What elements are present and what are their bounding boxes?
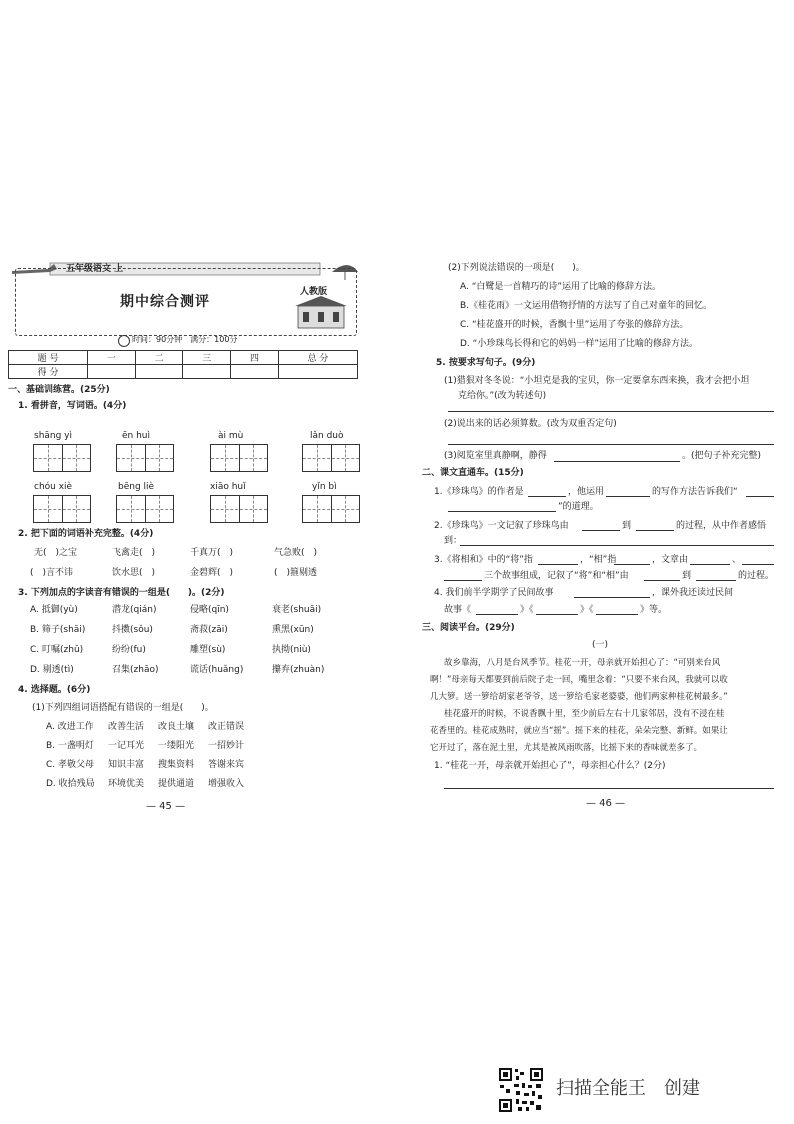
idiom: 无( )之宝 <box>34 548 78 558</box>
c3-text: ，“相”指 <box>580 555 617 565</box>
question-3: 3. 下列加点的字读音有错误的一组是( )。(2分) <box>18 588 225 598</box>
option[interactable]: D. 剔透(tì) <box>30 665 74 675</box>
c3-text: 3.《将相和》中的“将”指 <box>434 555 533 565</box>
c1-text: 的写作方法告诉我们“ <box>652 487 738 497</box>
score-cell: 总 分 <box>278 351 357 365</box>
page-title: 期中综合测评 <box>120 294 210 310</box>
idiom: 气急败( ) <box>274 548 318 558</box>
c2-text: 到 <box>622 521 632 531</box>
c1-text: ，他运用 <box>568 487 605 497</box>
c3-text: 的过程。 <box>738 571 775 581</box>
option[interactable]: C. 叮嘱(zhǔ) <box>30 645 84 655</box>
option[interactable]: A. 抵御(yù) <box>30 605 78 615</box>
q5-3-prefix: (3)阅览室里真静啊，静得 <box>444 451 547 461</box>
answer-line[interactable] <box>554 461 680 462</box>
blank[interactable] <box>614 564 650 565</box>
pinyin: xiāo huǐ <box>210 482 246 492</box>
option: 一招妙计 <box>208 741 245 751</box>
blank[interactable] <box>528 496 566 497</box>
pinyin: ēn huì <box>122 431 151 441</box>
writing-box[interactable] <box>116 495 174 523</box>
q5-3-suffix: 。(把句子补充完整) <box>682 451 762 461</box>
c4-text: 4. 我们前半学期学了民间故事 <box>434 588 554 598</box>
score-input[interactable] <box>88 365 136 379</box>
blank[interactable] <box>448 511 556 512</box>
blank[interactable] <box>574 597 650 598</box>
option: 纷纷(fu) <box>112 645 146 655</box>
option: 斋菽(zāi) <box>190 625 228 635</box>
idiom: 金碧辉( ) <box>190 568 234 578</box>
option: 一记耳光 <box>108 741 145 751</box>
option[interactable]: B.《桂花雨》一文运用借物抒情的方法写了自己对童年的回忆。 <box>460 301 713 311</box>
blank[interactable] <box>746 496 774 497</box>
score-row-values <box>9 365 358 379</box>
option: 抖擞(sǒu) <box>112 625 153 635</box>
option[interactable]: C. 孝敬父母 <box>46 760 95 770</box>
option: 提供通道 <box>158 779 195 789</box>
answer-line[interactable] <box>444 788 774 789</box>
option[interactable]: C. “桂花盛开的时候，香飘十里”运用了夸张的修辞方法。 <box>460 320 689 330</box>
score-cell: 题 号 <box>9 351 88 365</box>
question-4: 4. 选择题。(6分) <box>18 685 91 695</box>
pinyin: chóu xiè <box>34 482 73 492</box>
blank[interactable] <box>690 564 730 565</box>
clock-icon <box>118 335 130 347</box>
writing-box[interactable] <box>210 444 268 472</box>
blank[interactable] <box>696 580 736 581</box>
option[interactable]: B. 一盏明灯 <box>46 741 94 751</box>
blank[interactable] <box>606 496 650 497</box>
writing-box[interactable] <box>210 495 268 523</box>
c4-text: 》等。 <box>640 605 668 615</box>
idiom: ( )言不讳 <box>30 568 74 578</box>
option: 改良土壤 <box>158 722 195 732</box>
option: 一缕阳光 <box>158 741 195 751</box>
blank[interactable] <box>536 614 578 615</box>
grade-label: 五年级语文 上 <box>66 264 124 274</box>
blank[interactable] <box>636 530 674 531</box>
score-row-header <box>9 351 358 365</box>
blank[interactable] <box>538 564 578 565</box>
time-info: 时间：90分钟 满分：100分 <box>132 335 238 344</box>
option: 召集(zhāo) <box>112 665 159 675</box>
c3-text: 到 <box>682 571 692 581</box>
pinyin: bēng liè <box>118 482 155 492</box>
blank[interactable] <box>460 545 774 546</box>
option: 搜集资料 <box>158 760 195 770</box>
option: 雕塑(sù) <box>190 645 226 655</box>
writing-box[interactable] <box>33 495 91 523</box>
c1-text: 1.《珍珠鸟》的作者是 <box>434 487 524 497</box>
section-1-title: 一、基础训练营。(25分) <box>8 385 110 395</box>
writing-box[interactable] <box>33 444 91 472</box>
idiom: ( )箍剔透 <box>274 568 318 578</box>
score-input[interactable] <box>135 365 183 379</box>
edition-label: 人教版 <box>300 287 328 297</box>
c3-text: 三个故事组成，记叙了“将”和“相”由 <box>484 571 629 581</box>
option: 知识丰富 <box>108 760 145 770</box>
writing-box[interactable] <box>302 444 360 472</box>
score-input[interactable] <box>183 365 231 379</box>
score-cell: 得 分 <box>9 365 88 379</box>
blank[interactable] <box>476 614 518 615</box>
c4-text: 故事《 <box>444 605 472 615</box>
blank[interactable] <box>444 580 482 581</box>
reading-question-1: 1. “桂花一开，母亲就开始担心了”，母亲担心什么？(2分) <box>434 761 666 771</box>
option: 改正错误 <box>208 722 245 732</box>
question-4-1: (1)下列四组词语搭配有错误的一组是( )。 <box>32 703 214 713</box>
option[interactable]: A. “白鹭是一首精巧的诗”运用了比喻的修辞方法。 <box>460 282 662 292</box>
answer-line[interactable] <box>448 444 774 445</box>
score-table <box>8 350 358 379</box>
question-2: 2. 把下面的词语补充完整。(4分) <box>18 529 154 539</box>
score-cell: 二 <box>135 351 183 365</box>
writing-box[interactable] <box>116 444 174 472</box>
pinyin: lǎn duò <box>310 431 344 441</box>
score-cell: 三 <box>183 351 231 365</box>
qr-code-icon <box>498 1067 544 1113</box>
scanner-watermark: 扫描全能王 创建 <box>556 1078 700 1099</box>
question-4-2: (2)下列说法错误的一项是( )。 <box>448 263 585 273</box>
c3-text: ，文章由 <box>652 555 689 565</box>
section-3-title: 三、阅读平台。(29分) <box>422 623 515 633</box>
option: 潜龙(qián) <box>112 605 157 615</box>
c3-text: 、 <box>732 555 742 565</box>
c4-text: 》《 <box>580 605 594 615</box>
reading-title: (一) <box>592 640 609 650</box>
option: 改善生活 <box>108 722 145 732</box>
c4-text: ，课外我还读过民间 <box>652 588 734 598</box>
option: 谎话(huǎng) <box>190 665 244 675</box>
c2-text: 的过程，从中作者感悟 <box>676 521 767 531</box>
score-cell: 一 <box>88 351 136 365</box>
writing-box[interactable] <box>302 495 360 523</box>
c2-text: 到： <box>444 536 463 546</box>
reading-text: 它开过了，落在泥土里，尤其是被风雨吹落，比摇下来的香味就差多了。 <box>430 743 703 753</box>
option: 执拗(niù) <box>272 645 311 655</box>
pinyin: ài mù <box>218 431 244 441</box>
idiom: 千真万( ) <box>190 548 234 558</box>
q5-1-line2: 克给你。”(改为转述句) <box>458 391 547 401</box>
page-number-left: — 45 — <box>146 801 186 812</box>
option: 攥弃(zhuàn) <box>272 665 325 675</box>
option: 衰老(shuāi) <box>272 605 322 615</box>
option: 答谢来宾 <box>208 760 245 770</box>
option[interactable]: D. 收拾残局 <box>46 779 95 789</box>
score-cell: 四 <box>231 351 279 365</box>
blank[interactable] <box>644 580 680 581</box>
reading-text: 花香里的。桂花成熟时，就应当“摇”。摇下来的桂花，朵朵完整、新鲜。如果让 <box>430 726 728 736</box>
reading-text: 故乡靠海，八月是台风季节。桂花一开，母亲就开始担心了：“可别来台风 <box>444 658 721 668</box>
question-1: 1. 看拼音，写词语。(4分) <box>18 401 127 411</box>
c4-text: 》《 <box>520 605 534 615</box>
reading-text: 啊！”母亲每天都要到前后院子走一回，嘴里念着：“只要不来台风，我就可以收 <box>430 675 728 685</box>
blank[interactable] <box>582 530 620 531</box>
q5-2: (2)说出来的话必须算数。(改为双重否定句) <box>444 419 617 429</box>
q5-1-line1: (1)猎狠对冬冬说：“小坦克是我的宝贝，你一定要拿东西来换，我才会把小坦 <box>444 376 750 386</box>
idiom: 飞禽走( ) <box>112 548 156 558</box>
option[interactable]: D. “小珍珠鸟长得和它的妈妈一样”运用了比喻的修辞方法。 <box>460 339 698 349</box>
pinyin: shāng yì <box>34 431 73 441</box>
reading-text: 桂花盛开的时候，不说香飘十里，至少前后左右十几家邻居，没有不浸在桂 <box>444 709 725 719</box>
option: 增强收入 <box>208 779 245 789</box>
section-2-title: 二、课文直通车。(15分) <box>422 468 524 478</box>
score-input[interactable] <box>278 365 357 379</box>
blank[interactable] <box>742 564 774 565</box>
blank[interactable] <box>596 614 638 615</box>
score-input[interactable] <box>231 365 279 379</box>
option: 环境优美 <box>108 779 145 789</box>
idiom: 饮水思( ) <box>112 568 156 578</box>
answer-line[interactable] <box>448 411 774 412</box>
reading-text: 几大箩。送一箩给胡家老爷爷，送一箩给毛家老婆婆，他们两家种桂花树最多。” <box>430 692 728 702</box>
question-5: 5. 按要求写句子。(9分) <box>436 358 536 368</box>
pinyin: yǐn bì <box>312 482 337 492</box>
c1-text: ”的道理。 <box>558 502 599 512</box>
option[interactable]: B. 筛子(shāi) <box>30 625 86 635</box>
option[interactable]: A. 改进工作 <box>46 722 94 732</box>
page-number-right: — 46 — <box>586 798 626 809</box>
c2-text: 2.《珍珠鸟》一文记叙了珍珠鸟由 <box>434 521 569 531</box>
option: 熏黑(xūn) <box>272 625 314 635</box>
option: 侵略(qīn) <box>190 605 229 615</box>
